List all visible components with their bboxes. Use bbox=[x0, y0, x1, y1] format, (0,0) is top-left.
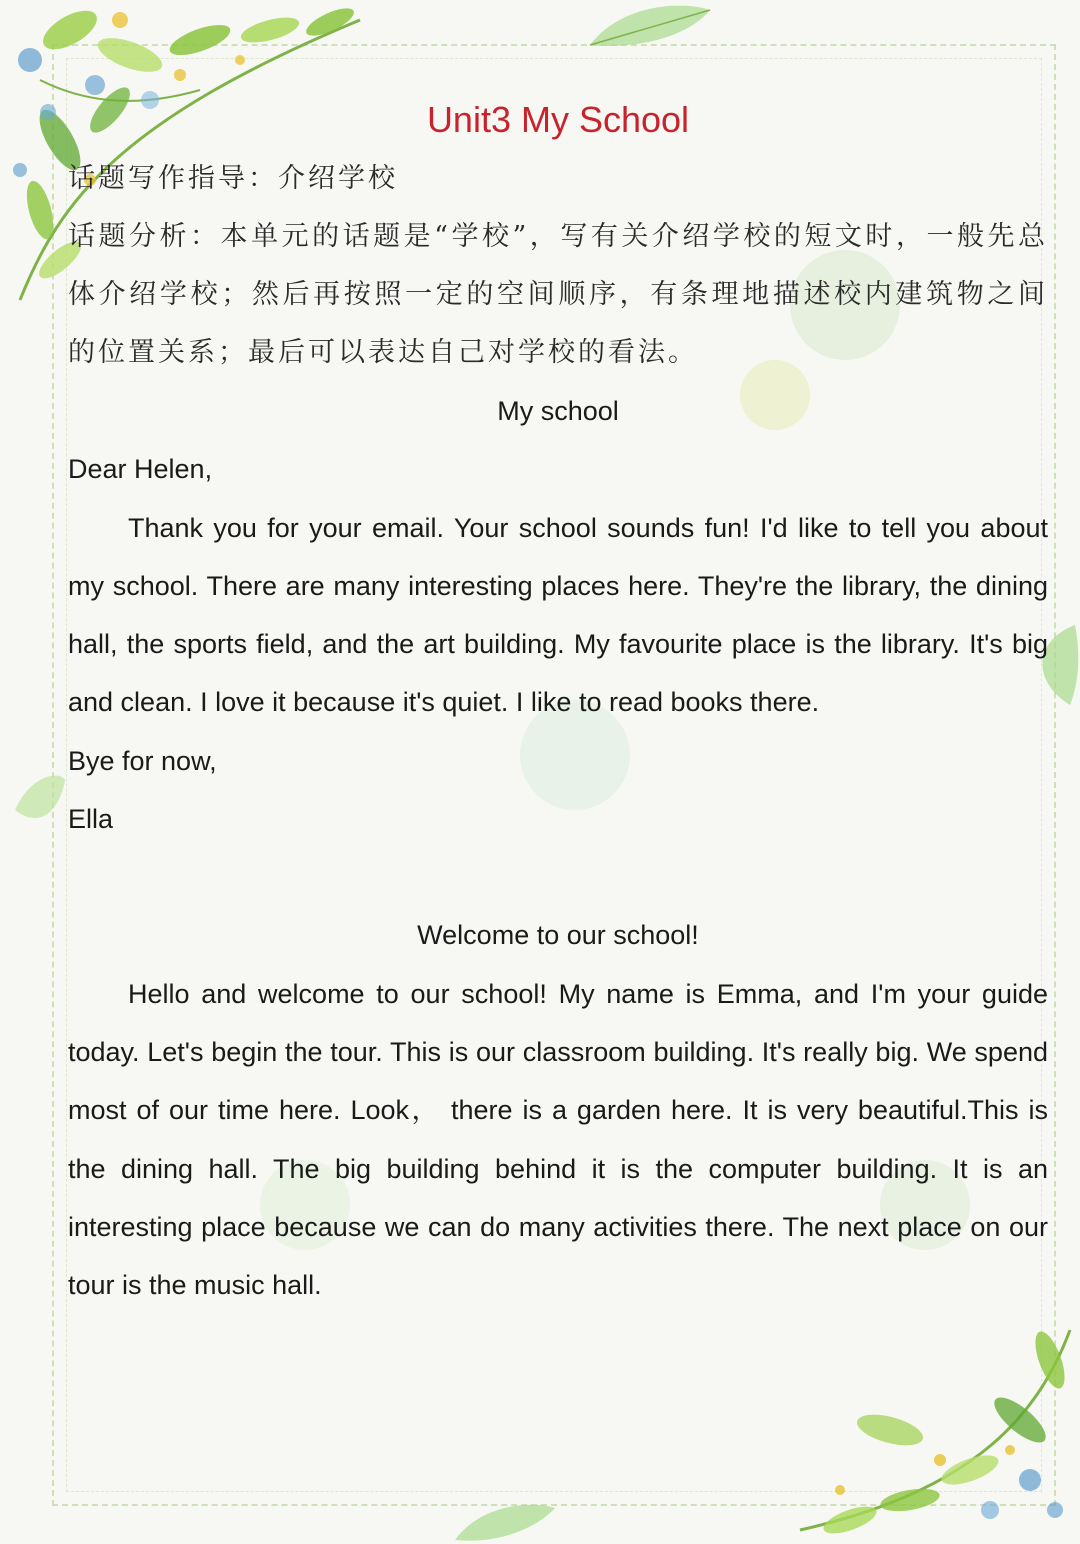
leaf-decoration-left bbox=[10, 770, 70, 840]
section-spacer bbox=[68, 848, 1048, 906]
letter-greeting: Dear Helen, bbox=[68, 454, 213, 485]
topic-analysis-paragraph: 话题分析：本单元的话题是“学校”，写有关介绍学校的短文时，一般先总体介绍学校；然后再按照一定的空间顺序，有条理地描述校内建筑物之间的位置关系；最后可以表达自己对学校的看法。 bbox=[68, 221, 1048, 368]
letter-heading: My school bbox=[497, 396, 619, 426]
leaf-decoration-top bbox=[580, 0, 720, 50]
speech-body: Hello and welcome to our school! My name is Emma, and I'm your guide today. Let's begin the tour. This is our classroom building. It's really big. We spend most of our time here. Look， there is a garden here. It is very beautiful.This is the dining hall. The big building behind it is the computer building. It is an interesting place because we can do many activities there. The next place on our tour is the music hall. bbox=[68, 978, 1048, 1301]
document-content bbox=[68, 92, 1048, 1314]
speech-heading: Welcome to our school! bbox=[417, 920, 699, 951]
writing-guide-heading: 话题写作指导：介绍学校 bbox=[68, 163, 398, 194]
letter-signature: Ella bbox=[68, 804, 114, 835]
leaf-branch-decoration-bottom-right bbox=[780, 1320, 1080, 1544]
letter-closing: Bye for now, bbox=[68, 745, 217, 776]
page-title: Unit3 My School bbox=[426, 99, 690, 140]
letter-body: Thank you for your email. Your school sounds fun! I'd like to tell you about my school. There are many interesting places here. They're the library, the dining hall, the sports field, and the art building. My favourite place is the library. It's big and clean. I love it because it's quiet. I like to read books there. bbox=[68, 512, 1048, 718]
leaf-decoration-bottom bbox=[450, 1500, 560, 1544]
